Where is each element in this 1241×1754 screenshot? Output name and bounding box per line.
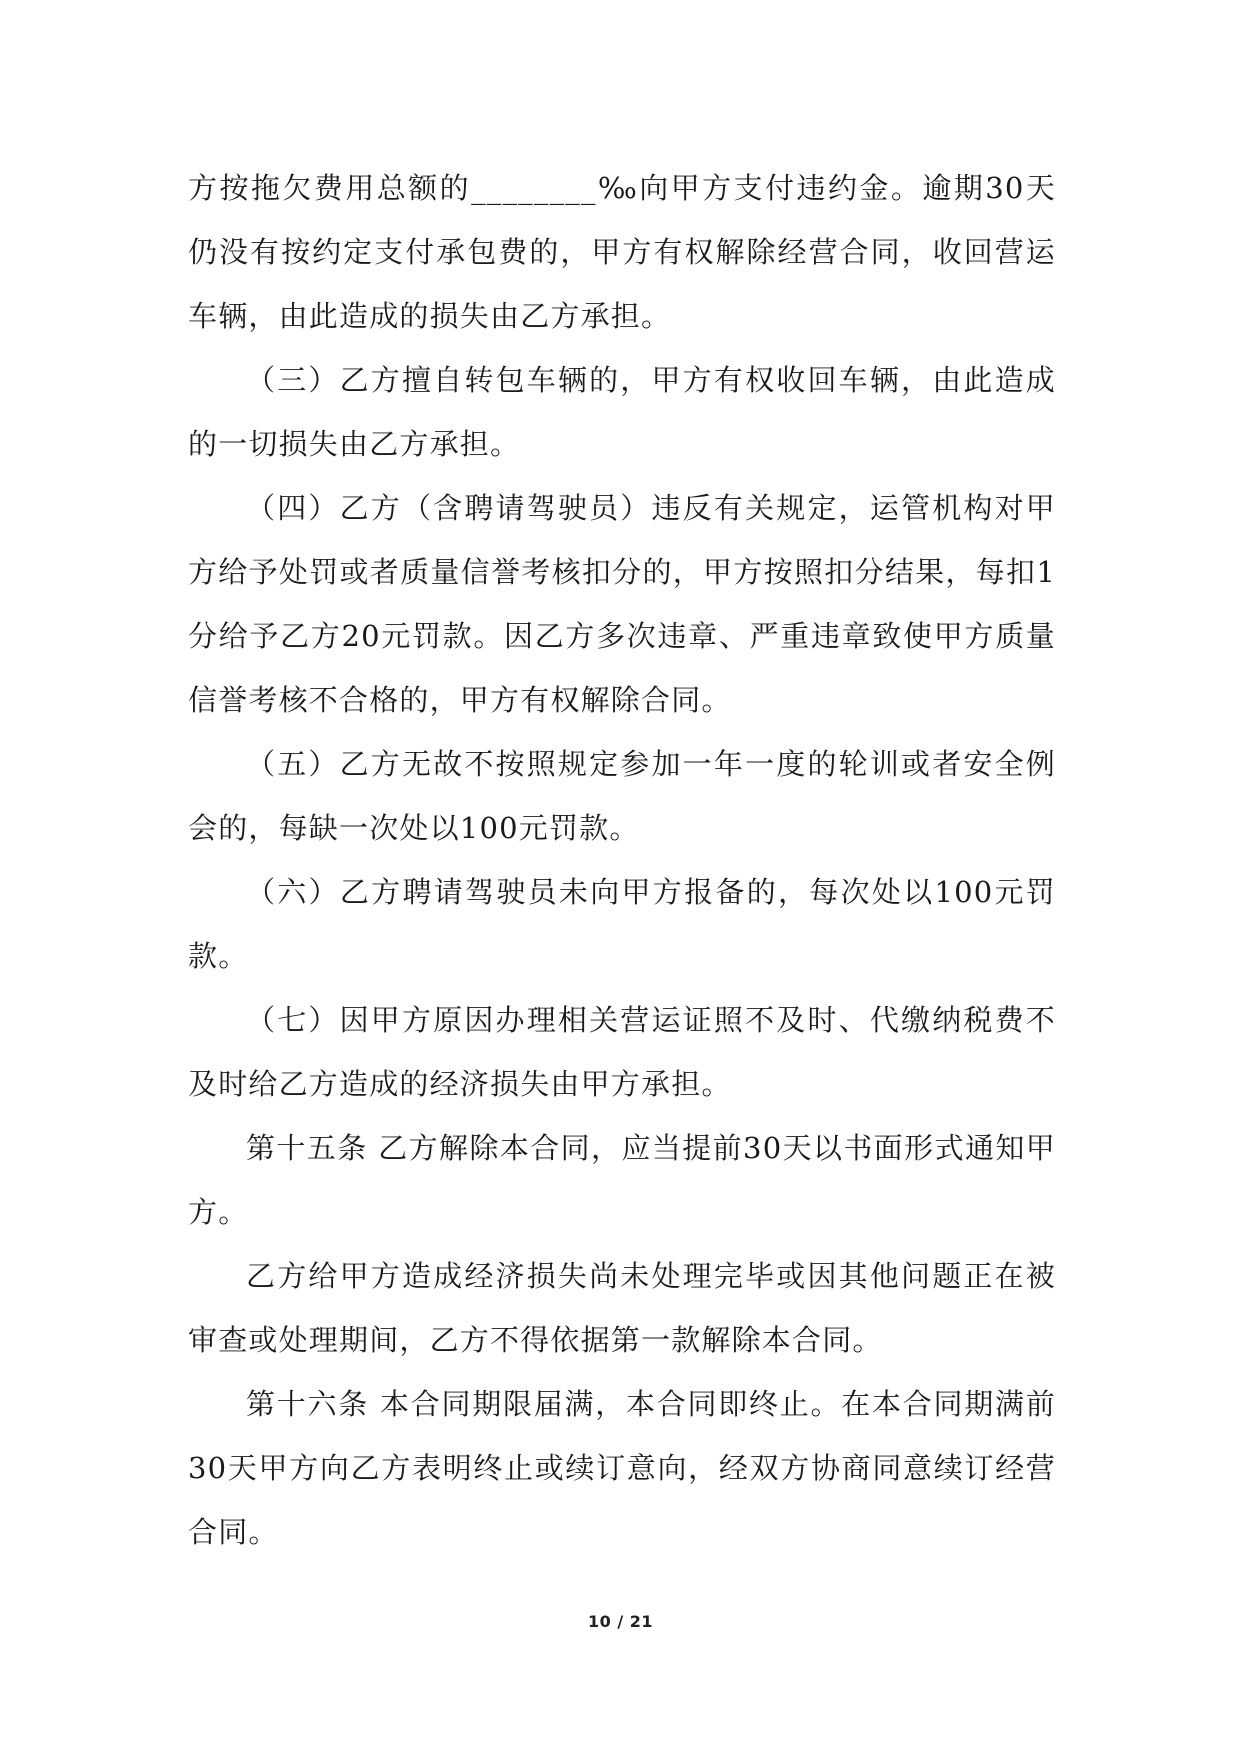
- paragraph-clause-6: （六）乙方聘请驾驶员未向甲方报备的，每次处以100元罚款。: [188, 875, 1056, 973]
- paragraph-clause-4: （四）乙方（含聘请驾驶员）违反有关规定，运管机构对甲方给予处罚或者质量信誉考核扣分的，甲方按照扣分结果，每扣1分给予乙方20元罚款。因乙方多次违章、严重违章致使甲方质量信誉考核不合格的，甲方有权解除合同。: [188, 491, 1056, 717]
- paragraph-article-15: 第十五条 乙方解除本合同，应当提前30天以书面形式通知甲方。: [188, 1131, 1056, 1229]
- paragraph-article-16: 第十六条 本合同期限届满，本合同即终止。在本合同期满前30天甲方向乙方表明终止或续订意向，经双方协商同意续订经营合同。: [188, 1387, 1056, 1549]
- paragraph-clause-3: （三）乙方擅自转包车辆的，甲方有权收回车辆，由此造成的一切损失由乙方承担。: [188, 363, 1056, 461]
- paragraph-article-15-item-2: 乙方给甲方造成经济损失尚未处理完毕或因其他问题正在被审查或处理期间，乙方不得依据第一款解除本合同。: [188, 1259, 1056, 1357]
- page-number: 10 / 21: [587, 1612, 653, 1631]
- paragraph-clause-5: （五）乙方无故不按照规定参加一年一度的轮训或者安全例会的，每缺一次处以100元罚款。: [188, 747, 1056, 845]
- paragraph-clause-7: （七）因甲方原因办理相关营运证照不及时、代缴纳税费不及时给乙方造成的经济损失由甲方承担。: [188, 1003, 1056, 1101]
- document-body: [188, 156, 1056, 1564]
- paragraph-continuation: 方按拖欠费用总额的________‰向甲方支付违约金。逾期30天仍没有按约定支付承包费的，甲方有权解除经营合同，收回营运车辆，由此造成的损失由乙方承担。: [188, 171, 1056, 333]
